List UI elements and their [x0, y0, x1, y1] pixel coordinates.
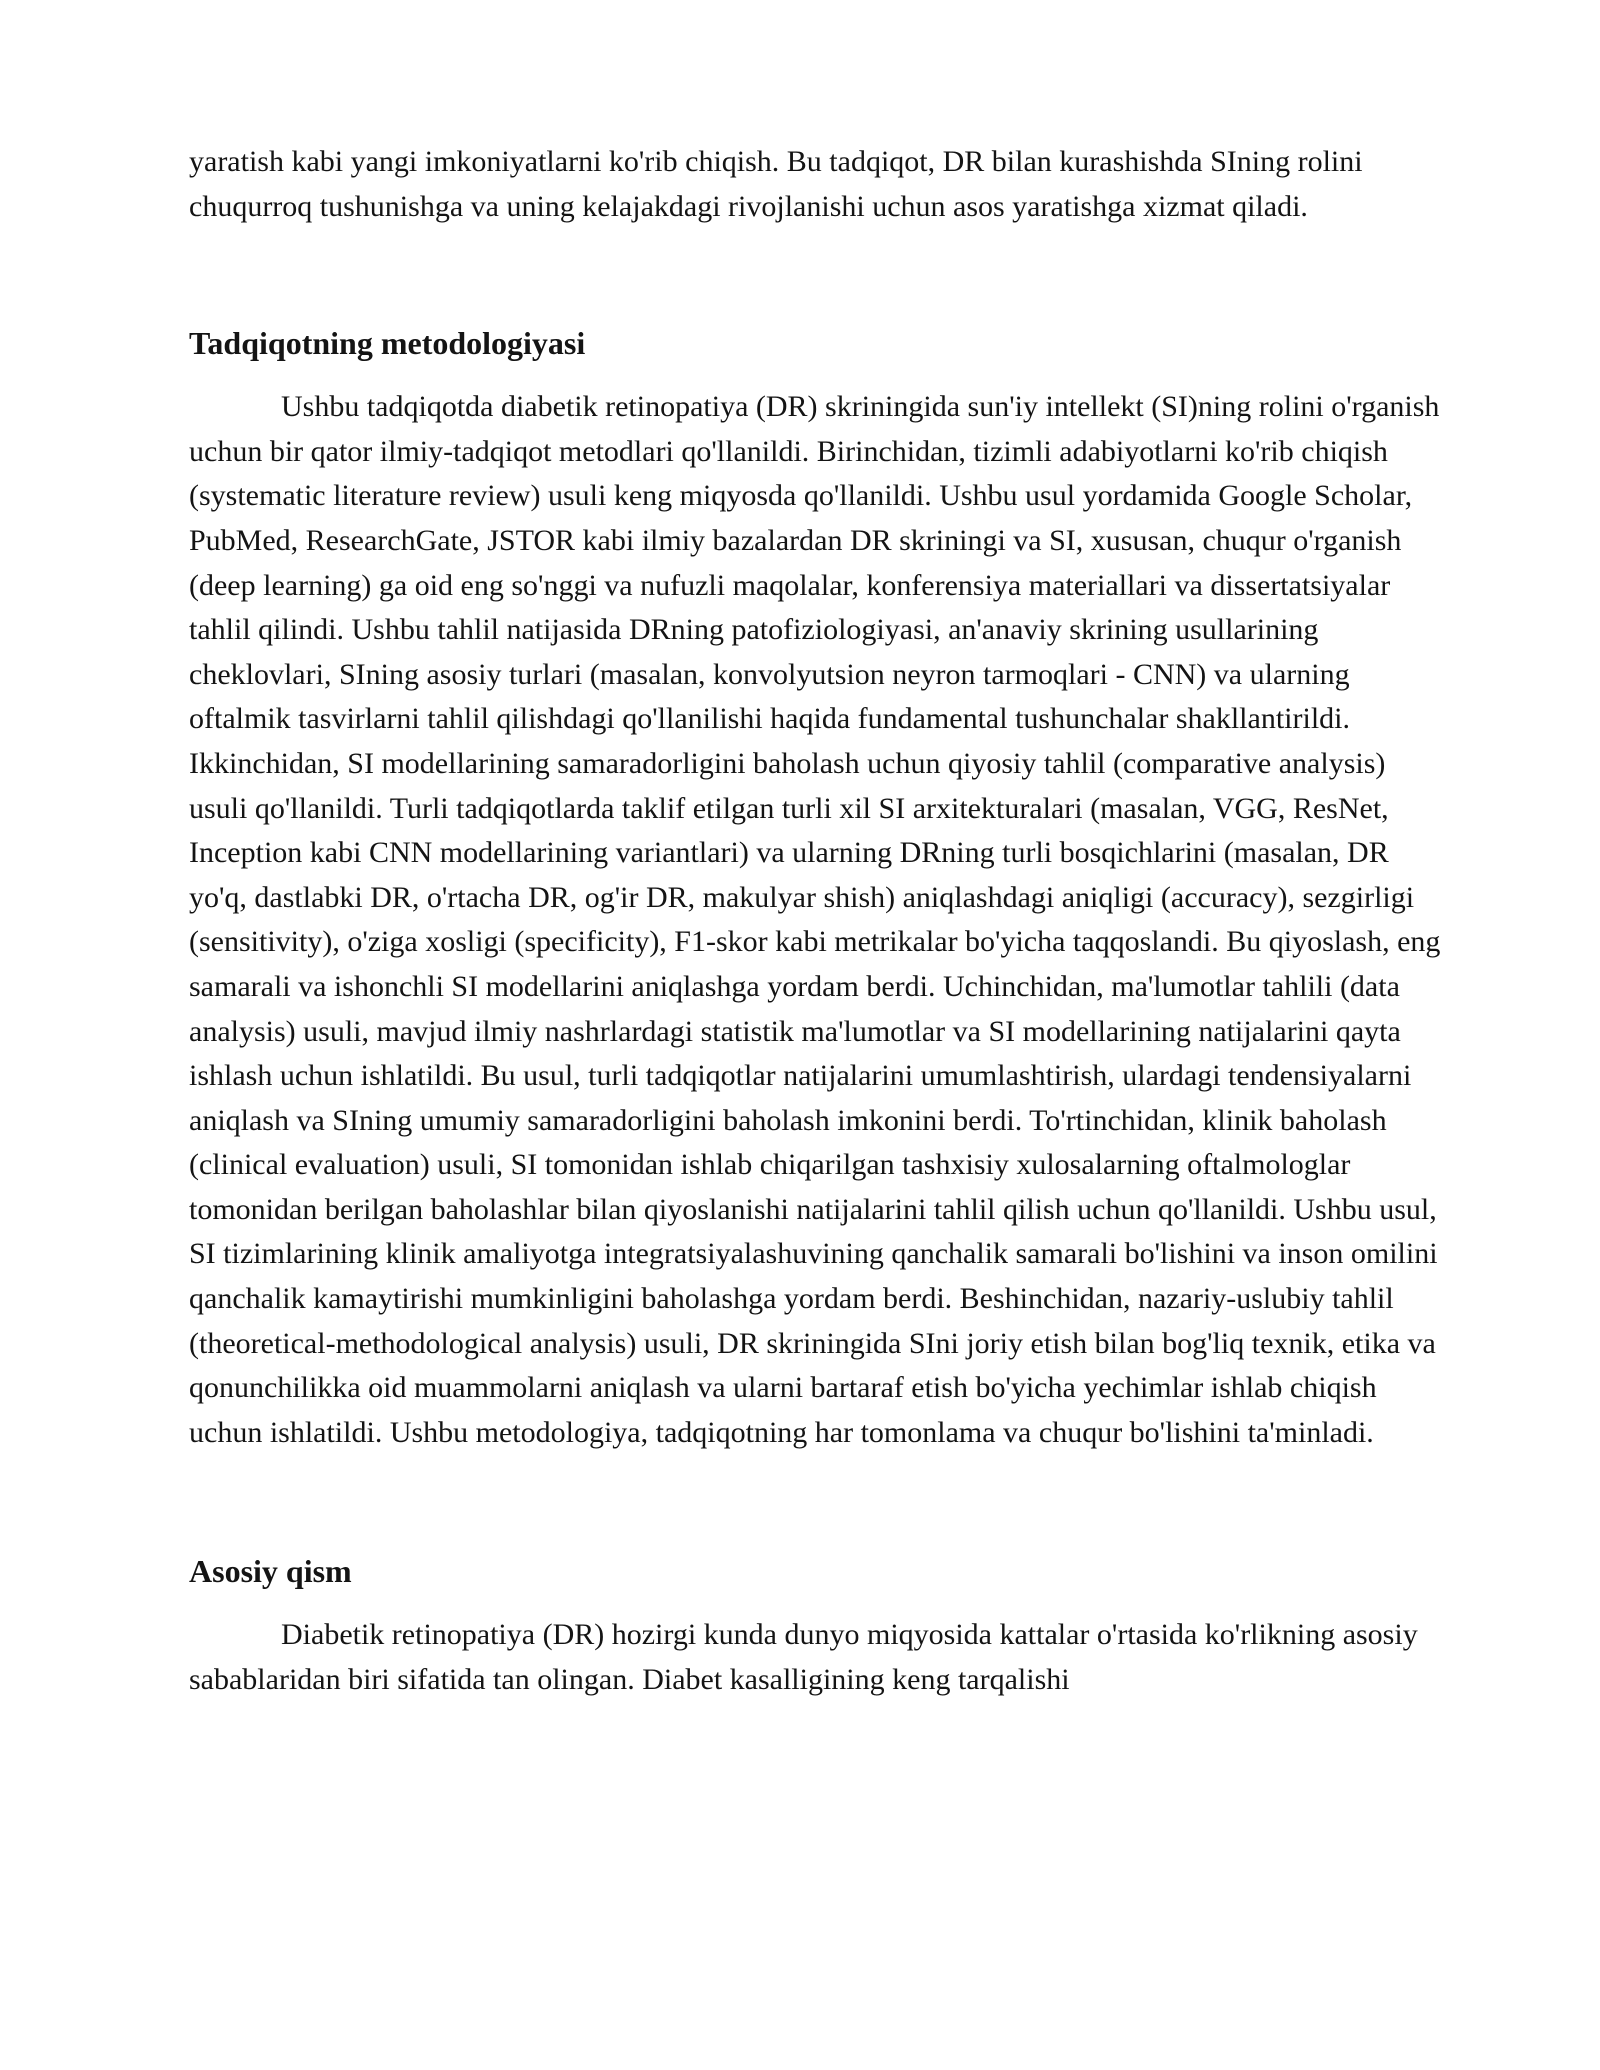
document-content	[189, 140, 1451, 1703]
methodology-paragraph: Ushbu tadqiqotda diabetik retinopatiya (DR) skriningida sun'iy intellekt (SI)ning rolini o'rganish uchun bir qator ilmiy-tadqiqot metodlari qo'llanildi. Birinchidan, tizimli adabiyotlarni ko'rib chiqish (systematic literature review) usuli keng miqyosda qo'llanildi. Ushbu usul yordamida Google Scholar, PubMed, ResearchGate, JSTOR kabi ilmiy bazalardan DR skriningi va SI, xususan, chuqur o'rganish (deep learning) ga oid eng so'nggi va nufuzli maqolalar, konferensiya materiallari va dissertatsiyalar tahlil qilindi. Ushbu tahlil natijasida DRning patofiziologiyasi, an'anaviy skrining usullarining cheklovlari, SIning asosiy turlari (masalan, konvolyutsion neyron tarmoqlari - CNN) va ularning oftalmik tasvirlarni tahlil qilishdagi qo'llanilishi haqida fundamental tushunchalar shakllantirildi. Ikkinchidan, SI modellarining samaradorligini baholash uchun qiyosiy tahlil (comparative analysis) usuli qo'llanildi. Turli tadqiqotlarda taklif etilgan turli xil SI arxitekturalari (masalan, VGG, ResNet, Inception kabi CNN modellarining variantlari) va ularning DRning turli bosqichlarini (masalan, DR yo'q, dastlabki DR, o'rtacha DR, og'ir DR, makulyar shish) aniqlashdagi aniqligi (accuracy), sezgirligi (sensitivity), o'ziga xosligi (specificity), F1-skor kabi metrikalar bo'yicha taqqoslandi. Bu qiyoslash, eng samarali va ishonchli SI modellarini aniqlashga yordam berdi. Uchinchidan, ma'lumotlar tahlili (data analysis) usuli, mavjud ilmiy nashrlardagi statistik ma'lumotlar va SI modellarining natijalarini qayta ishlash uchun ishlatildi. Bu usul, turli tadqiqotlar natijalarini umumlashtirish, ulardagi tendensiyalarni aniqlash va SIning umumiy samaradorligini baholash imkonini berdi. To'rtinchidan, klinik baholash (clinical evaluation) usuli, SI tomonidan ishlab chiqarilgan tashxisiy xulosalarning oftalmologlar tomonidan berilgan baholashlar bilan qiyoslanishi natijalarini tahlil qilish uchun qo'llanildi. Ushbu usul, SI tizimlarining klinik amaliyotga integratsiyalashuvining qanchalik samarali bo'lishini va inson omilini qanchalik kamaytirishi mumkinligini baholashga yordam berdi. Beshinchidan, nazariy-uslubiy tahlil (theoretical-methodological analysis) usuli, DR skriningida SIni joriy etish bilan bog'liq texnik, etika va qonunchilikka oid muammolarni aniqlash va ularni bartaraf etish bo'yicha yechimlar ishlab chiqish uchun ishlatildi. Ushbu metodologiya, tadqiqotning har tomonlama va chuqur bo'lishini ta'minladi.	[189, 390, 1441, 1449]
section-heading-main-part: Asosiy qism	[189, 1553, 352, 1590]
section-heading-methodology: Tadqiqotning metodologiyasi	[189, 325, 586, 362]
intro-paragraph: yaratish kabi yangi imkoniyatlarni ko'rib chiqish. Bu tadqiqot, DR bilan kurashishda SIning rolini chuqurroq tushunishga va uning kelajakdagi rivojlanishi uchun asos yaratishga xizmat qiladi.	[189, 145, 1363, 223]
main-part-paragraph: Diabetik retinopatiya (DR) hozirgi kunda dunyo miqyosida kattalar o'rtasida ko'rlikning asosiy sabablaridan biri sifatida tan olingan. Diabet kasalligining keng tarqalishi	[189, 1618, 1418, 1697]
